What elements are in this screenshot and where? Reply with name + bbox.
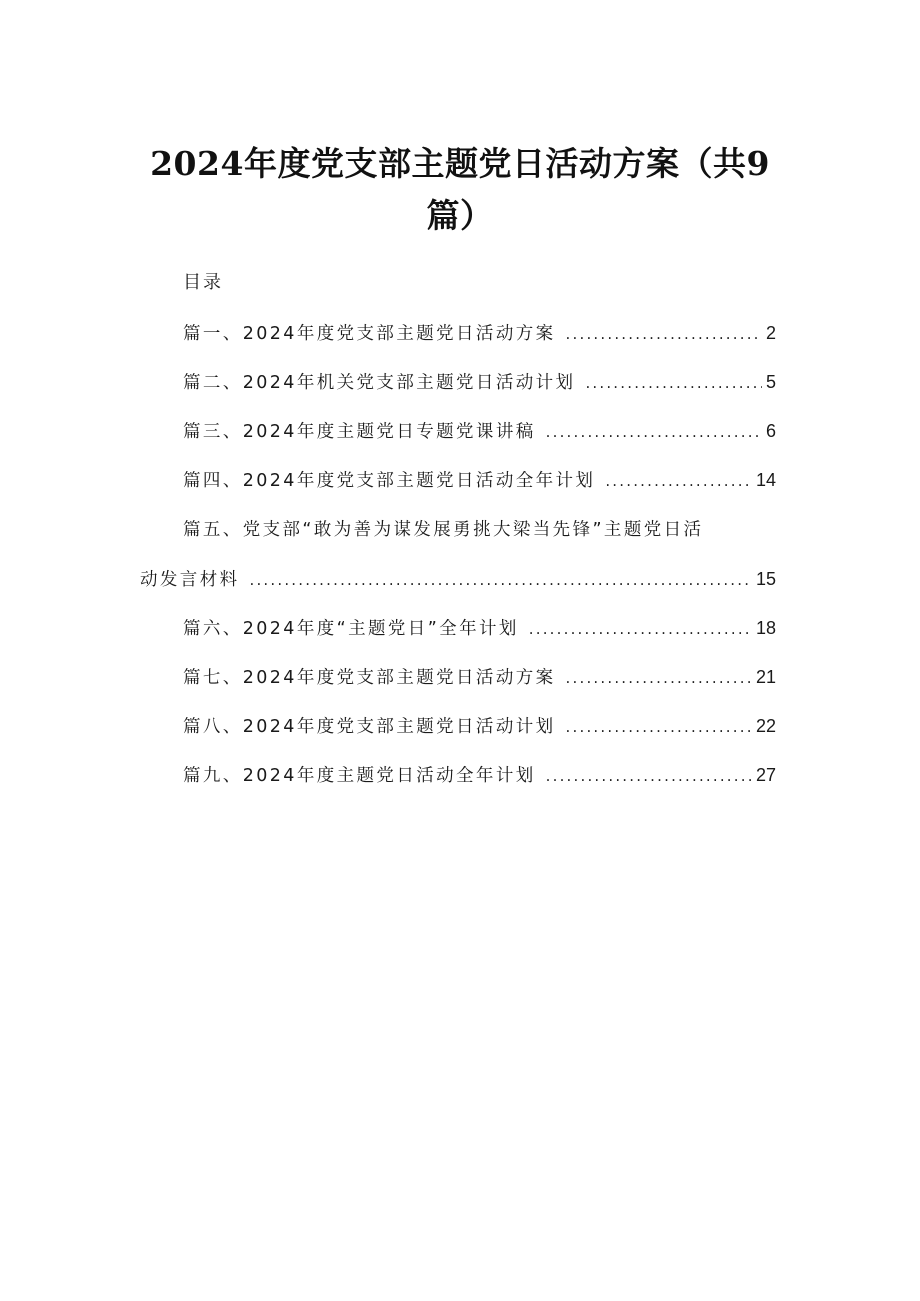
title-line-2: 篇） <box>426 196 494 235</box>
toc-page-number: 22 <box>755 716 776 736</box>
toc-entry-4[interactable] <box>183 466 776 494</box>
toc-entry-label: 篇三、2024年度主题党日专题党课讲稿 <box>183 422 536 442</box>
toc-entry-label: 篇六、2024年度“主题党日”全年计划 <box>183 619 519 639</box>
toc-entry-label: 篇九、2024年度主题党日活动全年计划 <box>183 766 536 786</box>
toc-leader-dots <box>250 566 752 594</box>
toc-entry-5-line-2[interactable] <box>140 565 776 593</box>
toc-entry-5-line-1[interactable]: 篇五、党支部“敢为善为谋发展勇挑大梁当先锋”主题党日活 <box>183 520 704 540</box>
toc-entry-label: 篇二、2024年机关党支部主题党日活动计划 <box>183 373 576 393</box>
toc-leader-dots <box>585 369 762 397</box>
toc-leader-dots <box>529 615 752 643</box>
toc-page-number: 5 <box>765 372 776 392</box>
toc-entry-3[interactable] <box>183 417 776 445</box>
toc-leader-dots <box>546 762 752 790</box>
toc-page-number: 21 <box>755 667 776 687</box>
toc-page-number: 14 <box>755 470 776 490</box>
document-title <box>140 138 780 242</box>
toc-entry-6[interactable] <box>183 614 776 642</box>
toc-leader-dots <box>605 467 752 495</box>
title-line-1: 2024年度党支部主题党日活动方案（共9 <box>150 144 770 183</box>
toc-entry-7[interactable] <box>183 663 776 691</box>
toc-entry-1[interactable] <box>183 319 776 347</box>
toc-entry-label: 动发言材料 <box>140 570 240 590</box>
toc-entry-9[interactable] <box>183 761 776 789</box>
toc-entry-label: 篇八、2024年度党支部主题党日活动计划 <box>183 717 556 737</box>
toc-page-number: 6 <box>765 421 776 441</box>
toc-heading: 目录 <box>183 272 223 293</box>
toc-leader-dots <box>566 664 752 692</box>
toc-leader-dots <box>546 418 762 446</box>
toc-page-number: 2 <box>765 323 776 343</box>
toc-leader-dots <box>566 713 752 741</box>
toc-entry-2[interactable] <box>183 368 776 396</box>
toc-page-number: 27 <box>755 765 776 785</box>
toc-leader-dots <box>566 320 762 348</box>
toc-page-number: 18 <box>755 618 776 638</box>
toc-entry-label: 篇七、2024年度党支部主题党日活动方案 <box>183 668 556 688</box>
toc-page-number: 15 <box>755 569 776 589</box>
toc-entry-8[interactable] <box>183 712 776 740</box>
toc-entry-label: 篇四、2024年度党支部主题党日活动全年计划 <box>183 471 596 491</box>
toc-entry-label: 篇一、2024年度党支部主题党日活动方案 <box>183 324 556 344</box>
